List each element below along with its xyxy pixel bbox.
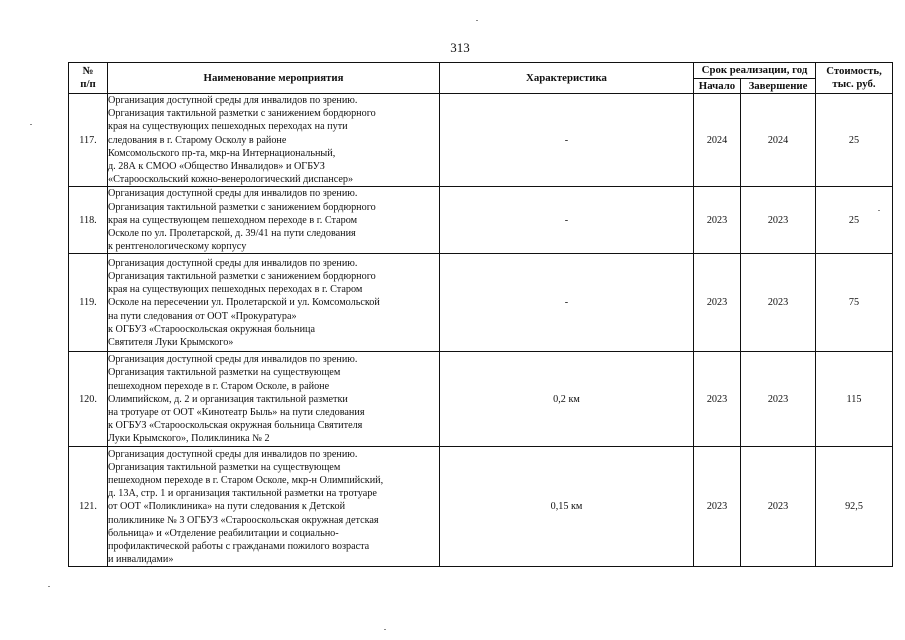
measure-name-line: Организация доступной среды для инвалидов по зрению.	[108, 257, 358, 269]
cost: 92,5	[816, 447, 893, 567]
measure-name-line: края на существующих пешеходных переходах в г. Старом	[108, 284, 363, 296]
measure-name-line: профилактической работы с гражданами пожилого возраста	[108, 540, 370, 552]
characteristic: -	[440, 94, 694, 187]
row-number: 121.	[69, 447, 108, 567]
characteristic: -	[440, 254, 694, 352]
measure-name-line: края на существующем пешеходном переходе в г. Старом	[108, 214, 358, 226]
header-cost: Стоимость, тыс. руб.	[816, 63, 893, 94]
row-number: 118.	[69, 187, 108, 254]
measure-name-line: Организация тактильной разметки с занижением бордюрного	[108, 108, 376, 120]
cost: 25	[816, 94, 893, 187]
measure-name	[108, 94, 440, 187]
measure-name-line: Луки Крымского», Поликлиника № 2	[108, 433, 270, 445]
cost: 25	[816, 187, 893, 254]
measure-name-line: Организация доступной среды для инвалидов по зрению.	[108, 188, 358, 200]
header-name: Наименование мероприятия	[108, 63, 440, 94]
start-year: 2024	[694, 94, 741, 187]
characteristic: -	[440, 187, 694, 254]
scan-speck	[30, 124, 32, 125]
measure-name-line: Святителя Луки Крымского»	[108, 336, 234, 348]
header-end: Завершение	[741, 79, 816, 94]
scan-speck	[476, 20, 478, 21]
measure-name-line: Организация тактильной разметки на существующем	[108, 367, 341, 379]
measure-name-line: на пути следования от ООТ «Прокуратура»	[108, 310, 297, 322]
start-year: 2023	[694, 254, 741, 352]
scan-speck	[878, 210, 880, 211]
table-row	[69, 187, 893, 254]
measures-table	[68, 62, 893, 567]
end-year: 2023	[741, 187, 816, 254]
measure-name-line: следования в г. Старому Осколу в районе	[108, 134, 287, 146]
header-start: Начало	[694, 79, 741, 94]
measure-name-line: Осколе по ул. Пролетарской, д. 39/41 на пути следования	[108, 228, 356, 240]
measure-name-line: Олимпийском, д. 2 и организация тактильной разметки	[108, 393, 348, 405]
header-characteristic: Характеристика	[440, 63, 694, 94]
cost: 75	[816, 254, 893, 352]
measure-name-line: на тротуаре от ООТ «Кинотеатр Быль» на пути следования	[108, 407, 365, 419]
measure-name-line: и инвалидами»	[108, 554, 174, 566]
measure-name-line: пешеходном переходе в г. Старом Осколе, в районе	[108, 380, 330, 392]
measure-name-line: Организация тактильной разметки с занижением бордюрного	[108, 201, 376, 213]
measure-name-line: к ОГБУЗ «Старооскольская окружная больница	[108, 323, 316, 335]
measure-name-line: поликлинике № 3 ОГБУЗ «Старооскольская окружная детская	[108, 514, 379, 526]
measure-name-line: пешеходном переходе в г. Старом Осколе, мкр-н Олимпийский,	[108, 474, 384, 486]
header-period: Срок реализации, год	[694, 63, 816, 79]
measure-name-line: Организация тактильной разметки с занижением бордюрного	[108, 270, 376, 282]
end-year: 2023	[741, 447, 816, 567]
table-row	[69, 352, 893, 447]
measure-name-line: Организация доступной среды для инвалидов по зрению.	[108, 448, 358, 460]
measure-name	[108, 352, 440, 447]
end-year: 2024	[741, 94, 816, 187]
measure-name-line: д. 13А, стр. 1 и организация тактильной разметки на тротуаре	[108, 488, 377, 500]
measure-name	[108, 254, 440, 352]
measure-name-line: больница» и «Отделение реабилитации и социально-	[108, 527, 339, 539]
measure-name-line: Осколе на пересечении ул. Пролетарской и ул. Комсомольской	[108, 297, 380, 309]
measure-name-line: д. 28А к СМОО «Общество Инвалидов» и ОГБУЗ	[108, 161, 325, 173]
measure-name-line: «Старооскольский кожно-венерологический диспансер»	[108, 174, 354, 186]
start-year: 2023	[694, 447, 741, 567]
measure-name-line: Организация доступной среды для инвалидов по зрению.	[108, 95, 358, 106]
start-year: 2023	[694, 187, 741, 254]
table-row	[69, 254, 893, 352]
measure-name-line: к рентгенологическому корпусу	[108, 241, 247, 253]
start-year: 2023	[694, 352, 741, 447]
measure-name	[108, 447, 440, 567]
characteristic: 0,15 км	[440, 447, 694, 567]
end-year: 2023	[741, 352, 816, 447]
table-row	[69, 94, 893, 187]
measure-name-line: к ОГБУЗ «Старооскольская окружная больница Святителя	[108, 420, 363, 432]
scan-speck	[384, 629, 386, 630]
scan-speck	[48, 586, 50, 587]
table-row	[69, 447, 893, 567]
measure-name-line: Комсомольского пр-та, мкр-на Интернациональный,	[108, 147, 336, 159]
header-number: № п/п	[69, 63, 108, 94]
measure-name-line: Организация доступной среды для инвалидов по зрению.	[108, 354, 358, 366]
row-number: 119.	[69, 254, 108, 352]
measure-name-line: края на существующих пешеходных переходах на пути	[108, 121, 348, 133]
end-year: 2023	[741, 254, 816, 352]
measure-name-line: от ООТ «Поликлиника» на пути следования к Детской	[108, 501, 346, 513]
measure-name-line: Организация тактильной разметки на существующем	[108, 461, 341, 473]
row-number: 117.	[69, 94, 108, 187]
cost: 115	[816, 352, 893, 447]
page-number: 313	[450, 40, 470, 55]
row-number: 120.	[69, 352, 108, 447]
measure-name	[108, 187, 440, 254]
characteristic: 0,2 км	[440, 352, 694, 447]
